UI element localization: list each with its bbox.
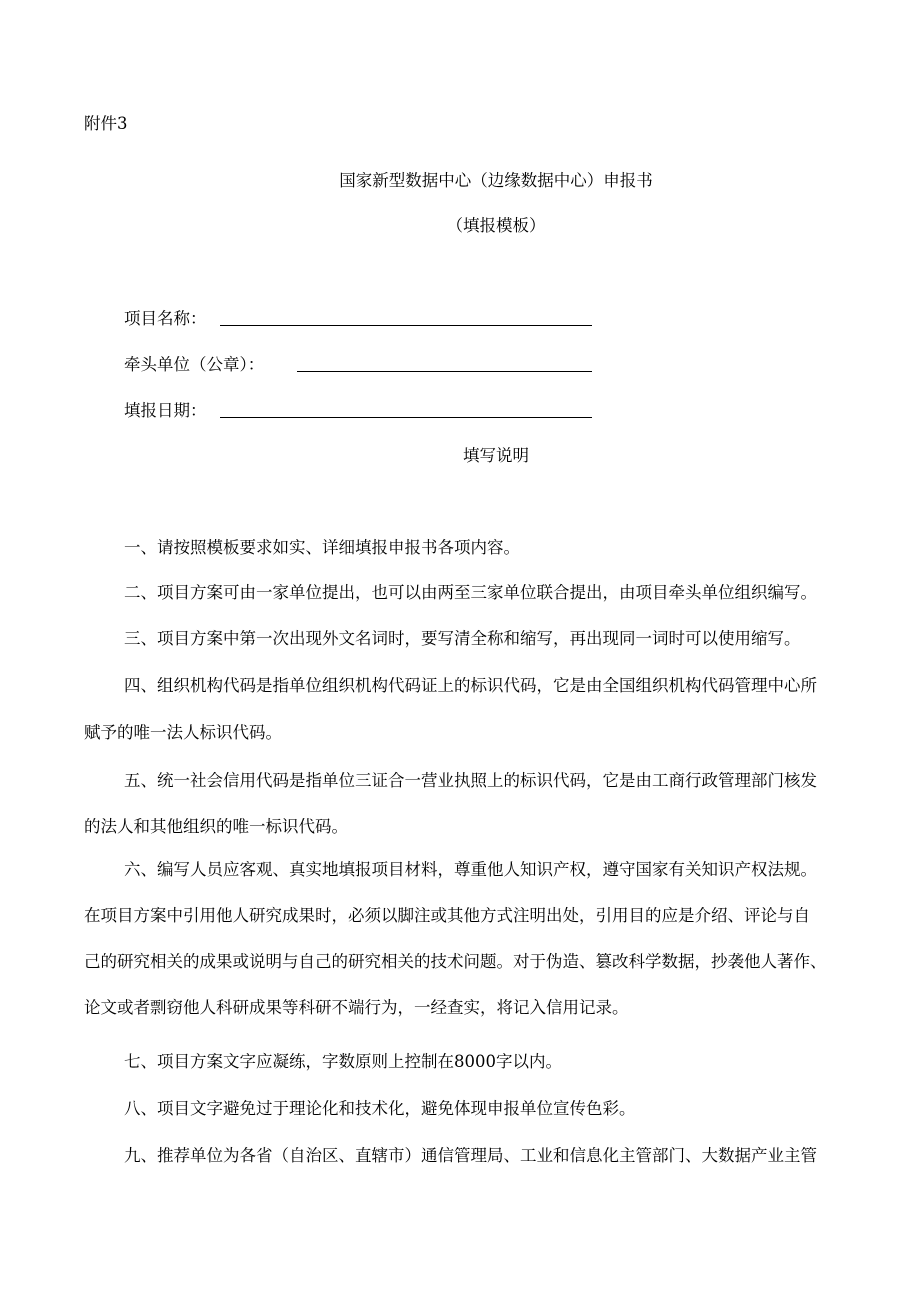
instruction-line: 二、项目方案可由一家单位提出，也可以由两至三家单位联合提出，由项目牵头单位组织编写。 bbox=[124, 583, 817, 602]
instruction-paragraph bbox=[84, 538, 920, 558]
instruction-line: 三、项目方案中第一次出现外文名词时，要写清全称和缩写，再出现同一词时可以使用缩写。 bbox=[124, 629, 801, 648]
field-label-fill-date: 填报日期： bbox=[124, 401, 207, 420]
instruction-paragraph bbox=[84, 583, 920, 603]
instruction-line: 赋予的唯一法人标识代码。 bbox=[84, 723, 282, 742]
instruction-line: 在项目方案中引用他人研究成果时，必须以脚注或其他方式注明出处，引用目的应是介绍、评论与自 bbox=[84, 906, 810, 925]
instruction-line: 五、统一社会信用代码是指单位三证合一营业执照上的标识代码，它是由工商行政管理部门核发 bbox=[124, 771, 817, 790]
instruction-line: 论文或者剽窃他人科研成果等科研不端行为，一经查实，将记入信用记录。 bbox=[84, 998, 629, 1017]
instruction-line: 四、组织机构代码是指单位组织机构代码证上的标识代码，它是由全国组织机构代码管理中心所 bbox=[124, 676, 817, 695]
document-subtitle: （填报模板） bbox=[446, 216, 546, 235]
instruction-line: 九、推荐单位为各省（自治区、直辖市）通信管理局、工业和信息化主管部门、大数据产业主管 bbox=[124, 1146, 817, 1165]
instruction-line: 六、编写人员应客观、真实地填报项目材料，尊重他人知识产权，遵守国家有关知识产权法规。 bbox=[124, 860, 817, 879]
instruction-paragraph bbox=[84, 629, 920, 649]
instruction-paragraph bbox=[84, 860, 920, 1018]
attachment-label: 附件3 bbox=[84, 114, 128, 133]
instruction-paragraph bbox=[84, 676, 920, 743]
field-line-lead-unit[interactable] bbox=[297, 371, 592, 372]
document-title: 国家新型数据中心（边缘数据中心）申报书 bbox=[339, 171, 653, 190]
instruction-line: 七、项目方案文字应凝练，字数原则上控制在8000字以内。 bbox=[124, 1052, 562, 1071]
field-label-lead-unit: 牵头单位（公章）： bbox=[124, 355, 265, 374]
instruction-paragraph bbox=[84, 771, 920, 837]
instruction-paragraph bbox=[84, 1052, 920, 1072]
instruction-line: 己的研究相关的成果或说明与自己的研究相关的技术问题。对于伪造、篡改科学数据，抄袭他人著作、 bbox=[84, 952, 827, 971]
field-label-project-name: 项目名称： bbox=[124, 309, 207, 328]
instruction-line: 的法人和其他组织的唯一标识代码。 bbox=[84, 817, 348, 836]
instruction-paragraph bbox=[84, 1099, 920, 1119]
field-line-fill-date[interactable] bbox=[220, 417, 592, 418]
field-line-project-name[interactable] bbox=[220, 325, 592, 326]
instructions-heading: 填写说明 bbox=[463, 446, 529, 465]
instruction-line: 一、请按照模板要求如实、详细填报申报书各项内容。 bbox=[124, 538, 520, 557]
instruction-line: 八、项目文字避免过于理论化和技术化，避免体现申报单位宣传色彩。 bbox=[124, 1099, 636, 1118]
instruction-paragraph bbox=[84, 1146, 920, 1166]
